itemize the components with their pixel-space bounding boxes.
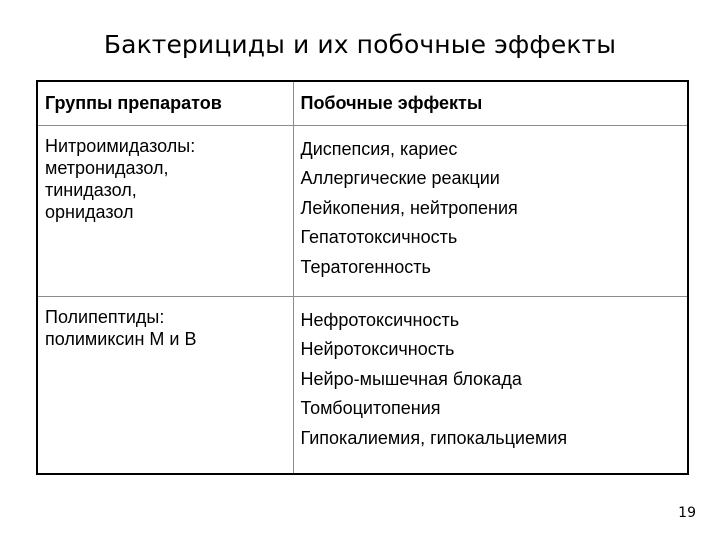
slide-title: Бактерициды и их побочные эффекты	[103, 30, 617, 59]
table-row	[37, 296, 688, 474]
table-row	[37, 125, 688, 296]
drug-side-effects-table	[36, 80, 689, 475]
table-header-row	[37, 81, 688, 125]
side-effect-item: Диспепсия, кариес	[300, 138, 458, 159]
drug-group-line: Нитроимидазолы:	[45, 135, 196, 156]
side-effect-item: Нейро-мышечная блокада	[300, 368, 522, 389]
side-effects-cell	[293, 296, 688, 474]
header-side-effects: Побочные эффекты	[293, 81, 688, 125]
side-effect-item: Нейротоксичность	[300, 339, 455, 359]
drug-group-line: полимиксин М и В	[45, 328, 197, 349]
side-effect-item: Нефротоксичность	[300, 309, 460, 330]
header-drug-groups: Группы препаратов	[37, 81, 293, 125]
side-effect-item: Гепатотоксичность	[300, 227, 458, 247]
side-effects-cell	[293, 125, 688, 296]
side-effect-item: Гипокалиемия, гипокальциемия	[300, 427, 568, 448]
side-effect-item: Тератогенность	[300, 256, 431, 277]
side-effect-item: Лейкопения, нейтропения	[300, 197, 518, 218]
page-number: 19	[678, 505, 696, 521]
side-effect-item: Томбоцитопения	[300, 398, 441, 418]
drug-group-line: тинидазол,	[45, 179, 137, 200]
drug-group-line: Полипептиды:	[45, 306, 165, 327]
drug-group-cell	[37, 296, 293, 474]
drug-group-line: орнидазол	[45, 201, 134, 222]
drug-group-line: метронидазол,	[45, 157, 169, 178]
side-effect-item: Аллергические реакции	[300, 168, 500, 188]
drug-group-cell	[37, 125, 293, 296]
